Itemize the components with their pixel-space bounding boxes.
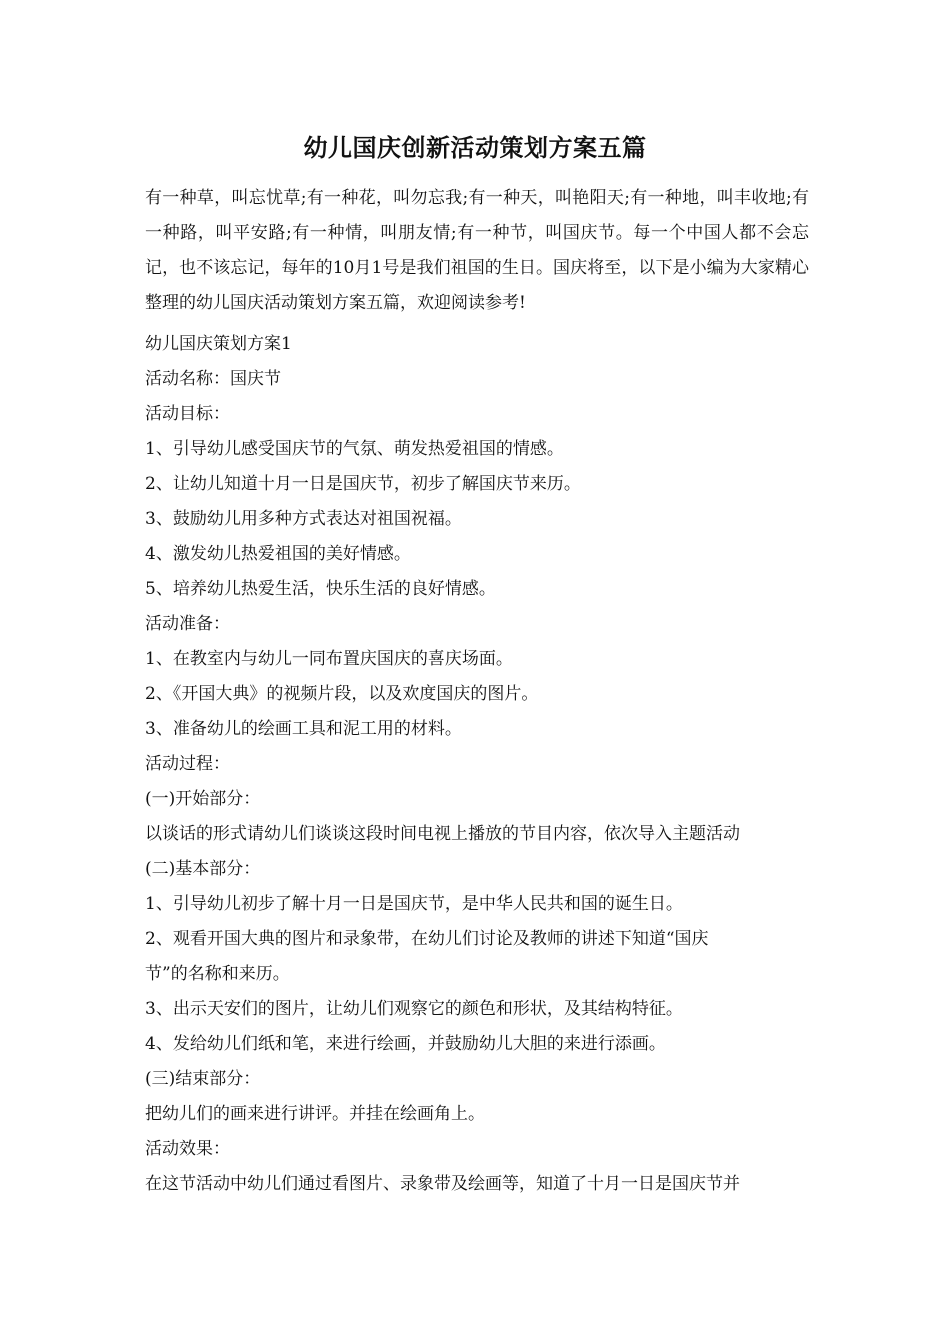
body-line: 活动目标： [145,404,230,424]
body-line: 节”的名称和来历。 [145,964,290,984]
body-line: 1、引导幼儿初步了解十月一日是国庆节，是中华人民共和国的诞生日。 [145,894,683,914]
body-line: 2、《开国大典》的视频片段，以及欢度国庆的图片。 [145,684,539,704]
body-line: 4、发给幼儿们纸和笔，来进行绘画，并鼓励幼儿大胆的来进行添画。 [145,1034,666,1054]
body-line: (二)基本部分： [145,859,261,879]
document-title: 幼儿国庆创新活动策划方案五篇 [303,133,647,162]
body-line: 活动名称：国庆节 [145,369,281,389]
body-line: 4、激发幼儿热爱祖国的美好情感。 [145,544,411,564]
body-line: 活动过程： [145,754,230,774]
body-line: 3、准备幼儿的绘画工具和泥工用的材料。 [145,719,462,739]
body-line: 2、让幼儿知道十月一日是国庆节，初步了解国庆节来历。 [145,474,581,494]
body-line: 3、鼓励幼儿用多种方式表达对祖国祝福。 [145,509,462,529]
body-line: 2、观看开国大典的图片和录象带，在幼儿们讨论及教师的讲述下知道“国庆 [145,929,709,949]
body-lines [145,327,815,1202]
body-line: 以谈话的形式请幼儿们谈谈这段时间电视上播放的节目内容，依次导入主题活动 [145,824,740,844]
body-line: 把幼儿们的画来进行讲评。并挂在绘画角上。 [145,1104,485,1124]
body-line: (一)开始部分： [145,789,261,809]
body-line: 活动效果： [145,1139,230,1159]
body-line: (三)结束部分： [145,1069,261,1089]
body-line: 3、出示天安们的图片，让幼儿们观察它的颜色和形状，及其结构特征。 [145,999,683,1019]
intro-paragraph: 有一种草，叫忘忧草;有一种花，叫勿忘我;有一种天，叫艳阳天;有一种地，叫丰收地;有一种路，叫平安路;有一种情，叫朋友情;有一种节，叫国庆节。每一个中国人都不会忘记，也不该忘记，每年的10月1号是我们祖国的生日。国庆将至，以下是小编为大家精心整理的幼儿国庆活动策划方案五篇，欢迎阅读参考! [145,188,809,313]
body-line: 1、在教室内与幼儿一同布置庆国庆的喜庆场面。 [145,649,513,669]
body-line: 在这节活动中幼儿们通过看图片、录象带及绘画等，知道了十月一日是国庆节并 [145,1174,740,1194]
body-line: 1、引导幼儿感受国庆节的气氛、萌发热爱祖国的情感。 [145,439,564,459]
body-line: 幼儿国庆策划方案1 [145,334,292,354]
body-line: 活动准备： [145,614,230,634]
body-line: 5、培养幼儿热爱生活，快乐生活的良好情感。 [145,579,496,599]
